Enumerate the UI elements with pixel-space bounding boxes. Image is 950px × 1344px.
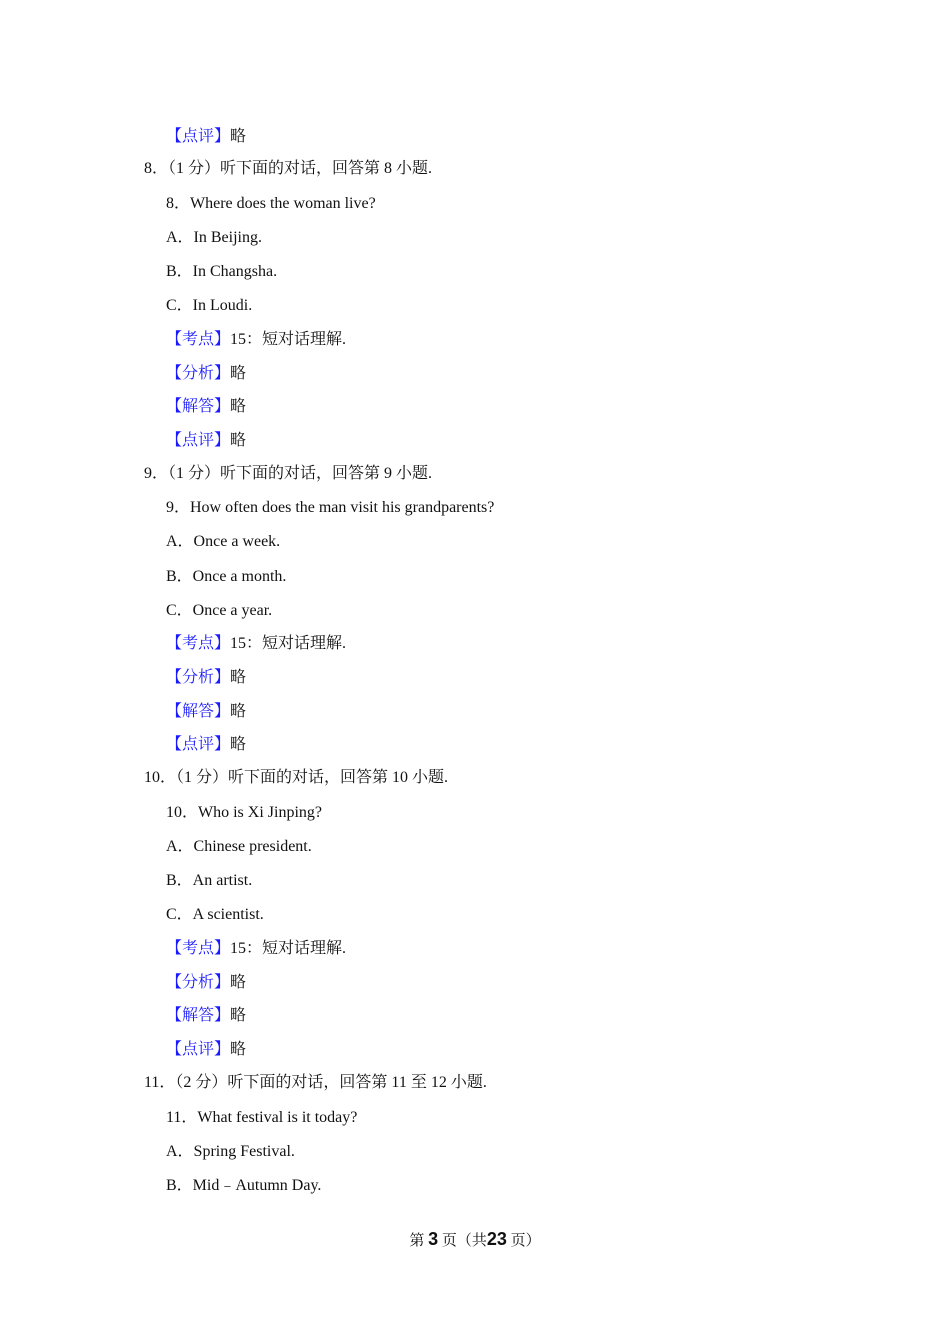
note-line	[166, 702, 246, 722]
top-note	[166, 127, 246, 147]
answer-option: C．In Loudi.	[166, 297, 253, 314]
total-page-count: 23	[486, 1229, 507, 1249]
note-text: 15：短对话理解.	[230, 331, 347, 348]
note-text: 略	[230, 432, 247, 449]
note-text: 略	[230, 669, 247, 686]
footer-middle: 页（共	[441, 1233, 487, 1249]
question-stem: 10．Who is Xi Jinping?	[166, 804, 322, 821]
note-line	[166, 634, 346, 654]
note-line	[166, 1006, 246, 1026]
note-line	[166, 735, 246, 755]
note-line	[166, 939, 346, 959]
question-header: 11．（2 分）听下面的对话，回答第 11 至 12 小题.	[144, 1074, 487, 1091]
answer-option: B．In Changsha.	[166, 263, 278, 280]
note-text: 略	[230, 736, 247, 753]
footer-suffix: 页）	[510, 1233, 541, 1249]
footer-prefix: 第	[409, 1233, 425, 1249]
question-stem: 11．What festival is it today?	[166, 1109, 358, 1126]
note-text: 略	[230, 1041, 247, 1058]
note-line	[166, 364, 246, 384]
note-text: 略	[230, 1007, 247, 1024]
note-tag: 【考点】	[166, 940, 231, 957]
question-stem: 8．Where does the woman live?	[166, 195, 376, 212]
note-tag: 【考点】	[166, 635, 231, 652]
note-line	[166, 668, 246, 688]
note-tag: 【点评】	[166, 1041, 231, 1058]
page-footer	[0, 1229, 950, 1250]
note-line	[166, 1040, 246, 1060]
note-line	[166, 431, 246, 451]
answer-option: B．Mid﹣Autumn Day.	[166, 1177, 322, 1194]
question-header: 8．（1 分）听下面的对话，回答第 8 小题.	[144, 160, 433, 177]
question-header: 10．（1 分）听下面的对话，回答第 10 小题.	[144, 769, 449, 786]
note-text: 略	[230, 703, 247, 720]
note-tag: 【分析】	[166, 669, 231, 686]
answer-option: A．Chinese president.	[166, 838, 312, 855]
note-text: 略	[230, 398, 247, 415]
note-line	[166, 973, 246, 993]
note-tag: 【解答】	[166, 398, 231, 415]
note-tag: 【分析】	[166, 974, 231, 991]
note-text: 略	[230, 365, 247, 382]
answer-option: C．Once a year.	[166, 602, 273, 619]
question-stem: 9．How often does the man visit his grandparents?	[166, 499, 495, 516]
answer-option: A．In Beijing.	[166, 229, 262, 246]
answer-option: B．Once a month.	[166, 568, 287, 585]
note-tag: 【点评】	[166, 128, 231, 145]
answer-option: C．A scientist.	[166, 906, 264, 923]
note-tag: 【解答】	[166, 703, 231, 720]
note-text: 15：短对话理解.	[230, 940, 347, 957]
note-tag: 【点评】	[166, 736, 231, 753]
answer-option: A．Spring Festival.	[166, 1143, 295, 1160]
note-text: 略	[230, 128, 247, 145]
note-tag: 【分析】	[166, 365, 231, 382]
note-tag: 【考点】	[166, 331, 231, 348]
note-text: 15：短对话理解.	[230, 635, 347, 652]
question-header: 9．（1 分）听下面的对话，回答第 9 小题.	[144, 465, 433, 482]
note-line	[166, 330, 346, 350]
note-text: 略	[230, 974, 247, 991]
note-tag: 【解答】	[166, 1007, 231, 1024]
note-line	[166, 397, 246, 417]
note-tag: 【点评】	[166, 432, 231, 449]
answer-option: B．An artist.	[166, 872, 253, 889]
current-page-number: 3	[428, 1229, 439, 1249]
answer-option: A．Once a week.	[166, 533, 281, 550]
